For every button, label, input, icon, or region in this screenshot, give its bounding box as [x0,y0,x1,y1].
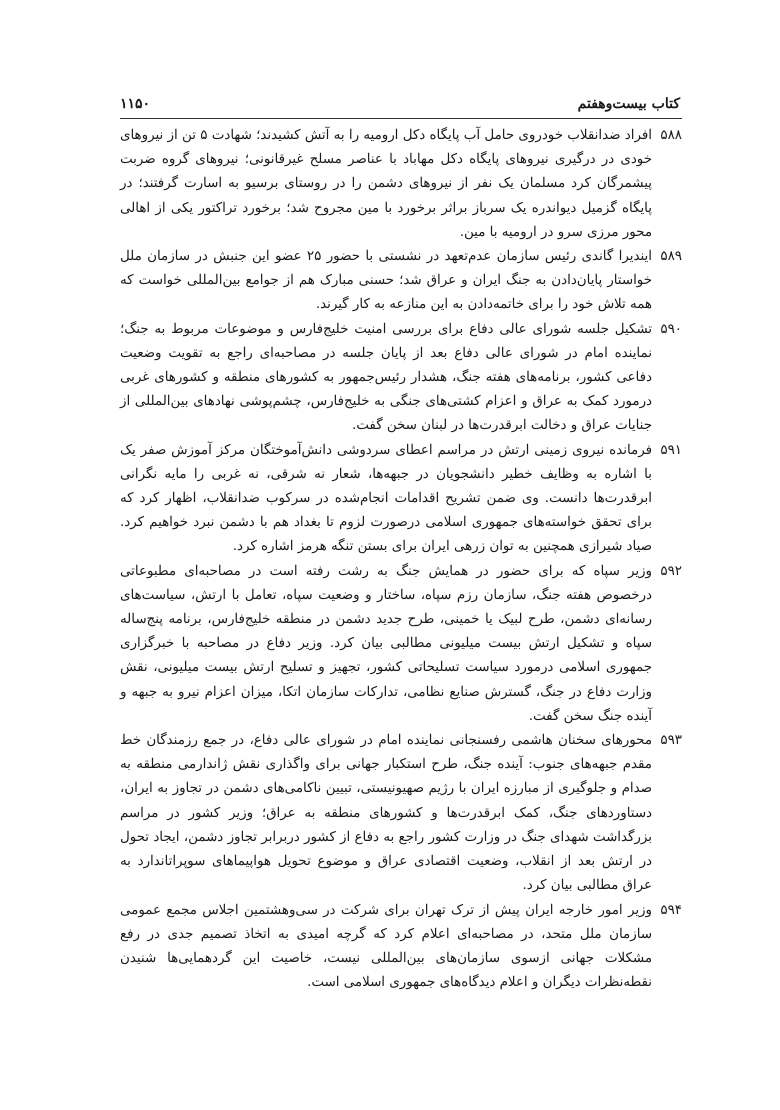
entry-text: محورهای سخنان هاشمی رفسنجانی نماینده امام در شورای عالی دفاع، در جمع رزمندگان خط مقدم جبهه‌های جنوب: آینده جنگ، طرح استکبار جهانی برای واگذاری نقش ژاندارمی منطقه به صدام و جلوگیری از مبارزه ایران با رژیم صهیونیستی، تبیین ناکامی‌های دشمن در تجاوز به ایران، دستاوردهای جنگ، کمک ابرقدرت‌ها و کشورهای منطقه به عراق؛ وزیر کشور در مراسم بزرگداشت شهدای جنگ در وزارت کشور راجع به دفاع از کشور دربرابر تجاوز دشمن، ایجاد تحول در ارتش بعد از انقلاب، وضعیت اقتصادی عراق و موضوع تحویل هواپیماهای سوپراتاندارد به عراق مطالبی بیان کرد. [120,733,652,894]
entry-number: ۵۸۹ [660,249,682,265]
entry-text: فرمانده نیروی زمینی ارتش در مراسم اعطای سردوشی دانش‌آموختگان مرکز آموزش صفر یک با اشاره به وظایف خطیر دانشجویان در جبهه‌ها، شعار نه شرقی، نه غربی را مایه نگرانی ابرقدرت‌ها دانست. وی ضمن تشریح اقدامات انجام‌شده در سرکوب ضدانقلاب، اظهار کرد که برای تحقق خواسته‌های جمهوری اسلامی درصورت لزوم تا بغداد هم با دشمن نبرد خواهیم کرد. صیاد شیرازی همچنین به توان زرهی ایران برای بستن تنگه هرمز اشاره کرد. [120,442,652,555]
entry-588 [120,124,682,245]
entry-593 [120,729,682,898]
entry-591 [120,439,682,560]
entry-text: تشکیل جلسه شورای عالی دفاع برای بررسی امنیت خلیج‌فارس و موضوعات مربوط به جنگ؛ نماینده امام در شورای عالی دفاع بعد از پایان جلسه در مصاحبه‌ای راجع به تقویت وضعیت دفاعی کشور، برنامه‌های هفته جنگ، هشدار رئیس‌جمهور به کشورهای منطقه و کشورهای غربی درمورد کمک به عراق و اعزام کشتی‌های جنگی به خلیج‌فارس، چشم‌پوشی نهادهای بین‌المللی از جنایات عراق و دخالت ابرقدرت‌ها در لبنان سخن گفت. [120,321,652,434]
entry-number: ۵۹۲ [660,563,682,579]
entry-text: افراد ضدانقلاب خودروی حامل آب پایگاه دکل ارومیه را به آتش کشیدند؛ شهادت ۵ تن از نیروهای خودی در درگیری نیروهای پایگاه دکل مهاباد با عناصر مسلح غیرقانونی؛ نیروهای گروه ضربت پیشمرگان کرد مسلمان یک نفر از نیروهای دشمن را در روستای برسیو به اسارت گرفتند؛ در پایگاه گزمیل دیواندره یک سرباز براثر برخورد با مین مجروح شد؛ برخورد تراکتور یکی از اهالی محور مرزی سرو در ارومیه با مین. [120,128,652,240]
entry-589 [120,245,682,318]
entry-text: وزیر سپاه که برای حضور در همایش جنگ به رشت رفته است در مصاحبه‌ای مطبوعاتی درخصوص هفته جنگ، سازمان رزم سپاه، ساختار و وضعیت سپاه، تعامل با ارتش، سیاست‌های رسانه‌ای دشمن، طرح لبیک یا خمینی، طرح جدید دشمن در منطقه خلیج‌فارس، برنامه پنج‌ساله سپاه و تشکیل ارتش بیست میلیونی مطالبی بیان کرد. وزیر دفاع در مصاحبه با خبرگزاری جمهوری اسلامی درمورد سیاست تسلیحاتی کشور، تجهیز و تسلیح ارتش بیست میلیونی، نقش وزارت دفاع در جنگ، گسترش صنایع نظامی، تدارکات سازمان اتکا، میزان اعزام نیرو به جبهه و آینده جنگ سخن گفت. [120,563,652,724]
entry-590 [120,318,682,439]
entry-number: ۵۹۳ [660,733,682,749]
entry-594 [120,899,682,996]
entry-number: ۵۹۴ [660,902,682,918]
chronology-entries [120,124,682,995]
header-divider [120,118,682,119]
page-number: ۱۱۵۰ [120,96,151,112]
entry-number: ۵۹۱ [660,442,682,458]
entry-592 [120,560,682,729]
entry-number: ۵۸۸ [660,128,682,143]
entry-number: ۵۹۰ [660,321,682,337]
page-header [120,93,680,115]
book-title: کتاب بیست‌وهفتم [577,96,680,112]
entry-text: وزیر امور خارجه ایران پیش از ترک تهران برای شرکت در سی‌وهشتمین اجلاس مجمع عمومی سازمان ملل متحد، در مصاحبه‌ای اعلام کرد که گرچه امیدی به اتخاذ تصمیم جدی در رفع مشکلات جهانی ازسوی سازمان‌های بین‌المللی نیست، خاصیت این گردهمایی‌ها شنیدن نقطه‌نظرات دیگران و اعلام دیدگاه‌های جمهوری اسلامی است. [120,902,652,991]
entry-text: ایندیرا گاندی رئیس سازمان عدم‌تعهد در نشستی با حضور ۲۵ عضو این جنبش در سازمان ملل خواستار پایان‌دادن به جنگ ایران و عراق شد؛ حسنی مبارک هم از جوامع بین‌المللی خواست که همه تلاش خود را برای خاتمه‌دادن به این منازعه به کار گیرند. [120,249,652,313]
